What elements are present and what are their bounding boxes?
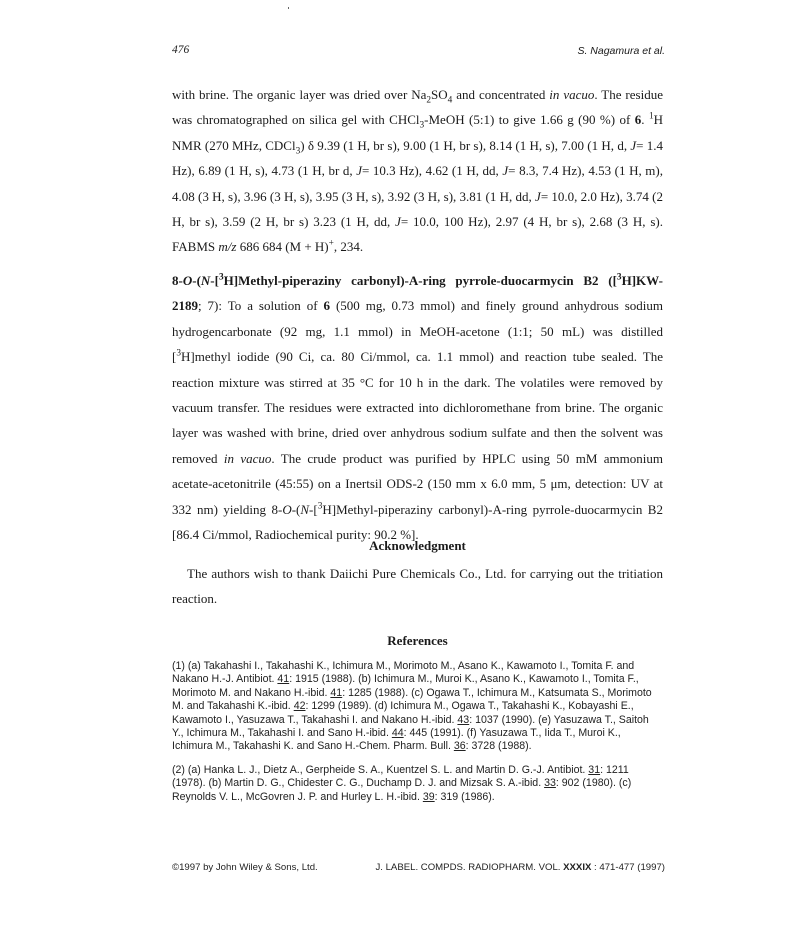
acknowledgment-paragraph: The authors wish to thank Daiichi Pure Chemicals Co., Ltd. for carrying out the tritiation reaction. [172,566,663,607]
page-number: 476 [172,44,190,56]
scan-speck [288,7,289,9]
reference-list [172,660,663,814]
nmr-paragraph [172,82,663,260]
paragraph-text: with brine. The organic layer was dried over $Na_2SO_4$ and concentrated in vacuo. The residue was chromatographed on silica gel with CHCl$_3$-MeOH (5:1) to give 1.66 g (90 %) of 6. $^1$H NMR (270 MHz, CDCl$_3$) δ 9.39 (1 H, br s), 9.00 (1 H, br s), 8.14 (1 H, s), 7.00 (1 H, d, J= 1.4 Hz), 6.89 (1 H, s), 4.73 (1 H, br d, J= 10.3 Hz), 4.62 (1 H, dd, J= 8.3, 7.4 Hz), 4.53 (1 H, m), 4.08 (3 H, s), 3.96 (3 H, s), 3.95 (3 H, s), 3.92 (3 H, s), 3.81 (1 H, dd, J= 10.0, 2.0 Hz), 3.74 (2 H, br s), 3.59 (2 H, br s) 3.23 (1 H, dd, J= 10.0, 100 Hz), 2.97 (4 H, br s), 2.68 (3 H, s). FABMS m/z 686 684 (M + H)+, 234. [172,87,664,255]
compound-title: 8-O-(N-[$^3$H]Methyl-piperaziny carbonyl)-A-ring pyrrole-duocarmycin B2 ([$^3$H]KW-2189 [172,272,663,314]
acknowledgment-heading: Acknowledgment [369,538,466,553]
running-head: S. Nagamura et al. [577,45,665,57]
reference-item: (1) (a) Takahashi I., Takahashi K., Ichimura M., Morimoto M., Asano K., Kawamoto I., Tomita F. and Nakano H.-J. Antibiot. 41: 1915 (1988). (b) Ichimura M., Muroi K., Asano K., Kawamoto I., Tomita F., Morimoto M. and Nakano H.-ibid. 41: 1285 (1988). (c) Ogawa T., Ichimura M., Katsumata S., Morimoto M. and Takahashi K.-ibid. 42: 1299 (1989). (d) Ichimura M., Ogawa T., Takahashi K., Kobayashi E., Kawamoto I., Yasuzawa T., Takahashi I. and Nakano H.-ibid. 43: 1037 (1990). (e) Yasuzawa T., Saitoh Y., Ichimura M., Takahashi I. and Sano H.-ibid. 44: 445 (1991). (f) Yasuzawa T., Iida T., Muroi K., Ichimura M., Takahashi K. and Sano H.-Chem. Pharm. Bull. 36: 3728 (1988). [172,660,652,753]
copyright-notice: ©1997 by John Wiley & Sons, Ltd. [172,862,318,873]
paragraph-text: 8-O-(N-[$^3$H]Methyl-piperaziny carbonyl)-A-ring pyrrole-duocarmycin B2 ([$^3$H]KW-2189; 7): To a solution of 6 (500 mg, 0.73 mmol) and finely ground anhydrous sodium hydrogencarbonate (92 mg, 1.1 mmol) in MeOH-acetone (1:1; 50 mL) was distilled [$^3$H]methyl iodide (90 Ci, ca. 80 Ci/mmol, ca. 1.1 mmol) and reaction tube sealed. The reaction mixture was stirred at 35 °C for 10 h in the dark. The volatiles were removed by vacuum transfer. The residues were extracted into dichloromethane from brine. The organic layer was washed with brine, dried over anhydrous sodium sulfate and then the solvent was removed in vacuo. The crude product was purified by HPLC using 50 mM ammonium acetate-acetonitrile (45:55) on a Inertsil ODS-2 (150 mm x 6.0 mm, 5 μm, detection: UV at 332 nm) yielding 8-O-(N-[$^3$H]Methyl-piperaziny carbonyl)-A-ring pyrrole-duocarmycin B2 [86.4 Ci/mmol, Radiochemical purity: 90.2 %]. [172,272,664,543]
journal-citation: J. LABEL. COMPDS. RADIOPHARM. VOL. XXXIX : 471-477 (1997) [375,862,665,873]
acknowledgment-text [172,561,663,612]
synthesis-paragraph [172,268,663,547]
reference-item: (2) (a) Hanka L. J., Dietz A., Gerpheide S. A., Kuentzel S. L. and Martin D. G.-J. Antibiot. 31: 1211 (1978). (b) Martin D. G., Chidester C. G., Duchamp D. J. and Mizsak S. A.-ibid. 33: 902 (1980). (c) Reynolds V. L., McGovren J. P. and Hurley L. H.-ibid. 39: 319 (1986). [172,763,632,803]
references-heading: References [387,633,448,648]
